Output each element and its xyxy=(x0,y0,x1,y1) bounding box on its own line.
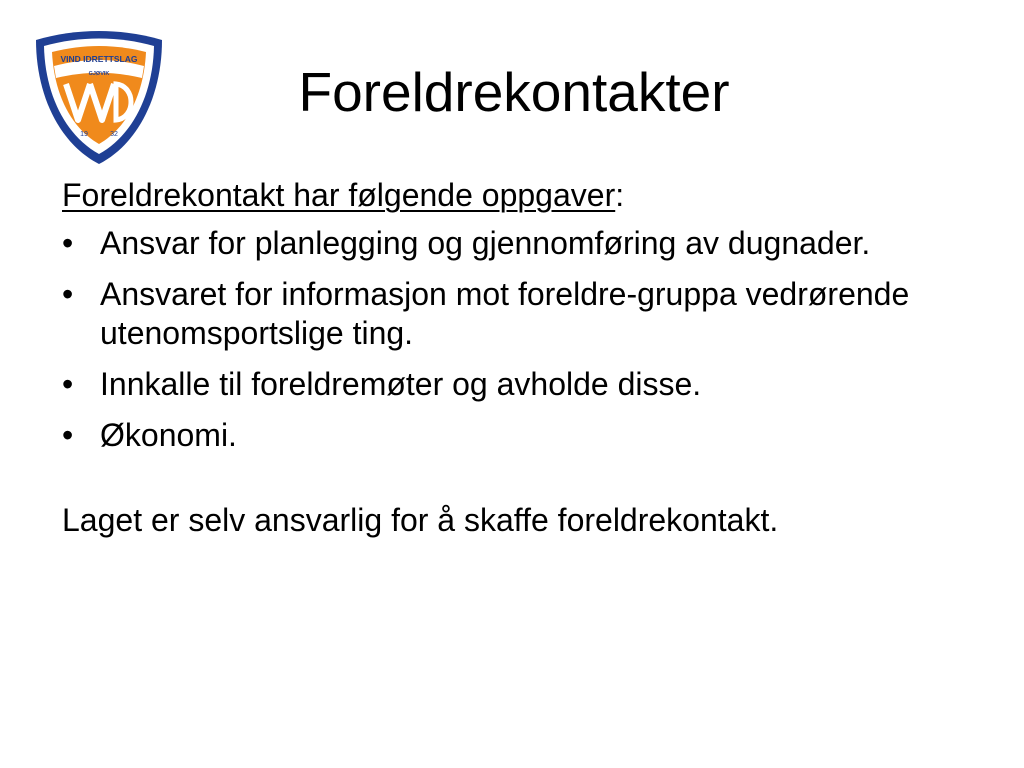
list-item-text: Ansvar for planlegging og gjennomføring av dugnader. xyxy=(100,225,871,262)
list-item xyxy=(62,224,962,263)
intro-line xyxy=(62,176,962,215)
logo-year-left: 19 xyxy=(80,131,88,138)
list-item xyxy=(62,365,962,404)
task-list xyxy=(62,224,962,455)
list-item-text: Innkalle til foreldremøter og avholde disse. xyxy=(100,366,702,403)
list-item xyxy=(62,416,962,455)
bullet-icon: • xyxy=(62,366,74,403)
slide-body xyxy=(62,176,962,540)
list-item xyxy=(62,275,962,353)
list-item-text: Økonomi. xyxy=(100,417,237,454)
logo-arc-text: VIND IDRETTSLAG xyxy=(60,54,138,64)
logo-sub-text: GJØVIK xyxy=(88,71,110,77)
list-item-text: Ansvaret for informasjon mot foreldre-gruppa vedrørende utenomsportslige ting. xyxy=(100,276,910,352)
bullet-icon: • xyxy=(62,417,74,454)
intro-colon: : xyxy=(615,177,625,213)
bullet-icon: • xyxy=(62,225,74,262)
logo-year-right: 32 xyxy=(110,131,118,138)
bullet-icon: • xyxy=(62,276,74,313)
closing-statement: Laget er selv ansvarlig for å skaffe foreldrekontakt. xyxy=(62,502,779,539)
intro-underlined-text: Foreldrekontakt har følgende oppgaver xyxy=(62,177,616,213)
slide-title: Foreldrekontakter xyxy=(298,61,730,123)
